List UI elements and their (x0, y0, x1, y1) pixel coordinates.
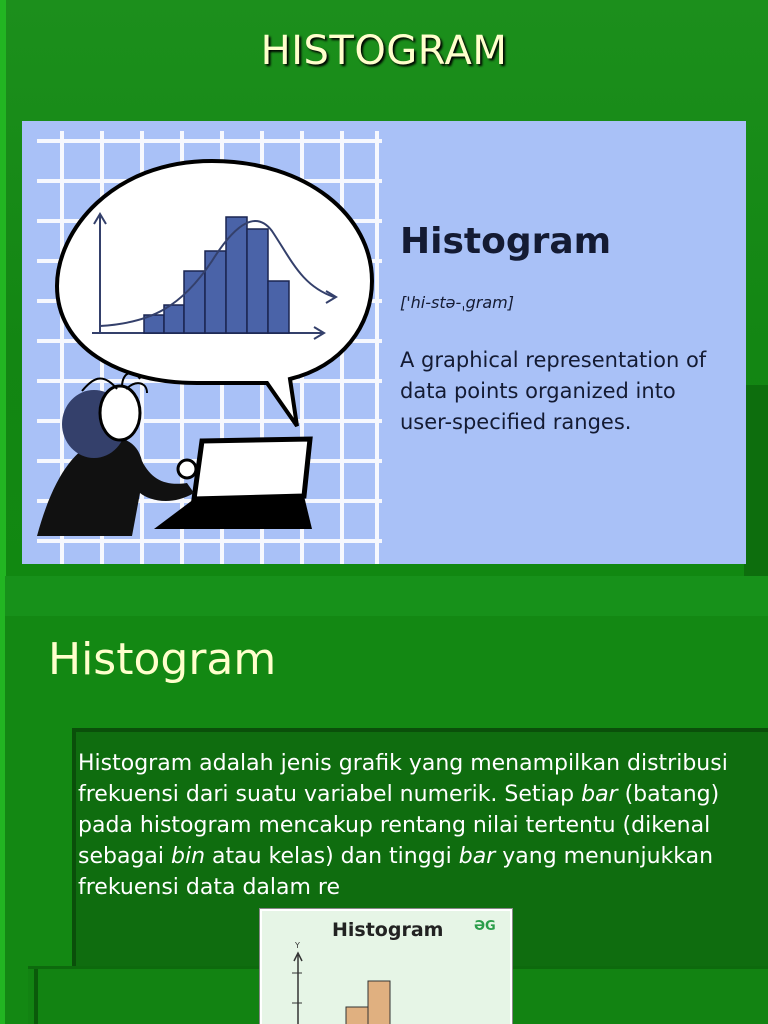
person-face (100, 386, 140, 440)
body-text-2: (batang) pada histogram mencakup rentang nilai tertentu (dikenal sebagai (78, 782, 720, 869)
slide-2 (0, 576, 768, 1024)
thumbnail-bar (368, 981, 390, 1024)
thumbnail-chart (262, 911, 510, 1024)
slide-top-band (0, 576, 768, 616)
slide-edge (0, 576, 5, 1024)
illustration-heading: Histogram (400, 221, 612, 262)
thumbnail-title: Histogram (332, 919, 444, 941)
body-text-4: yang menunjukkan frekuensi data dalam re (78, 844, 714, 900)
illustration-drawing (22, 121, 746, 564)
brand-logo-icon: ƏG (474, 919, 496, 934)
histogram-illustration (22, 121, 746, 564)
laptop-screen (194, 439, 310, 499)
pronunciation-text: ['hi-stə-ˌgram] (400, 293, 514, 312)
slide-edge (0, 0, 6, 576)
body-emphasis-bar: bar (581, 782, 618, 807)
person-hand (178, 460, 196, 478)
thumbnail-y-label: Y (295, 941, 300, 950)
body-text-1: Histogram adalah jenis grafik yang menampilkan distribusi frekuensi dari suatu variabel numerik. Setiap (78, 751, 728, 807)
slide-1-title: HISTOGRAM (260, 28, 508, 74)
definition-text: A graphical representation of data points organized into user-specified ranges. (400, 348, 707, 434)
slide-accent-band (744, 385, 768, 576)
slide-2-title: Histogram (48, 634, 277, 685)
body-emphasis-bar-2: bar (458, 844, 496, 869)
body-paragraph (78, 748, 758, 903)
body-text-3: atau kelas) dan tinggi (205, 844, 459, 869)
body-emphasis-bin: bin (171, 844, 206, 869)
thumbnail-bar (346, 1007, 368, 1024)
histogram-thumbnail (260, 909, 512, 1024)
